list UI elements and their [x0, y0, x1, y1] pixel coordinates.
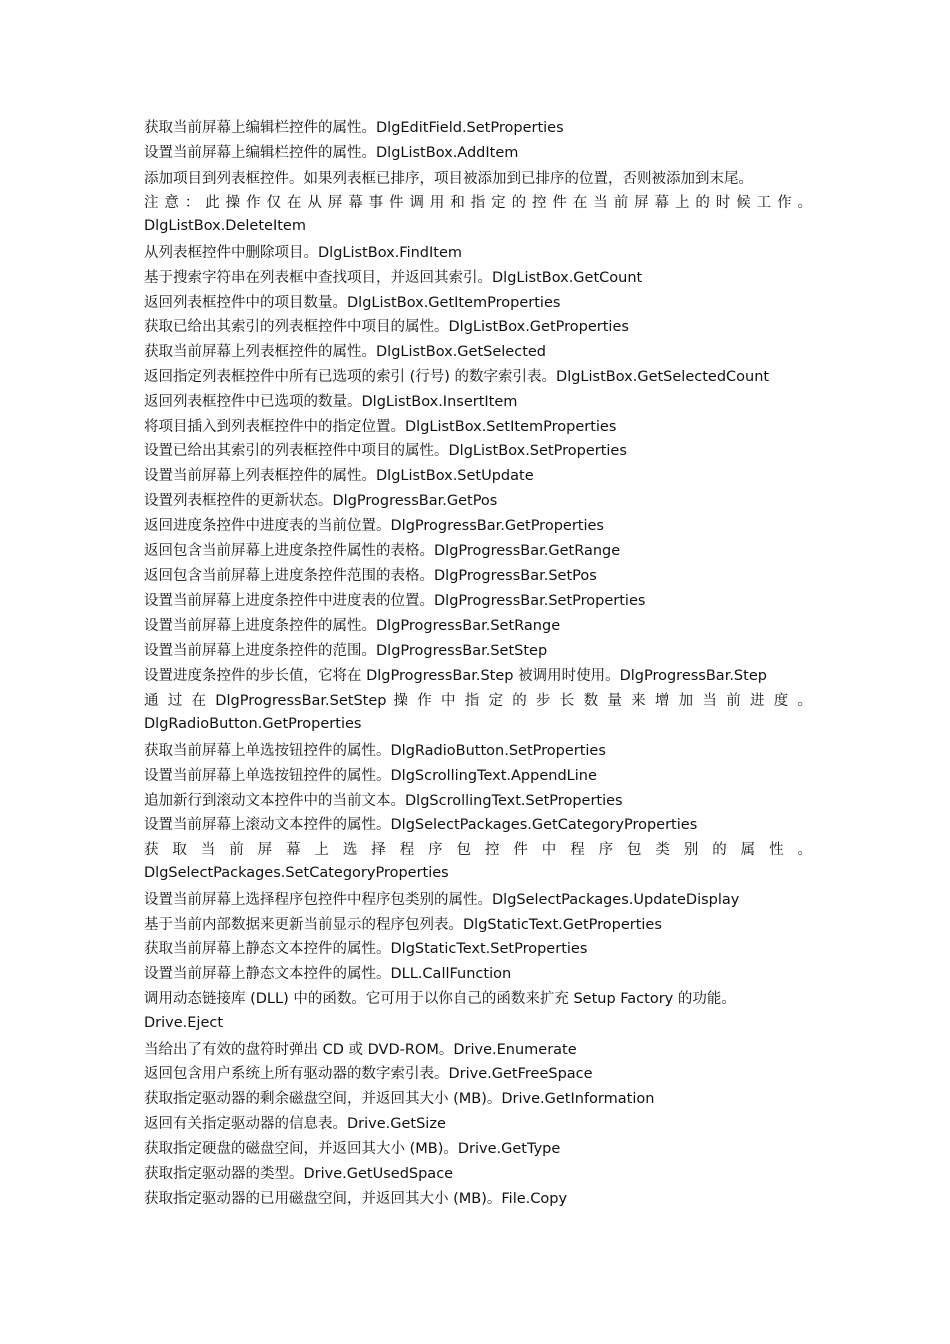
text-line: 基于搜索字符串在列表框中查找项目，并返回其索引。DlgListBox.GetCount — [144, 270, 643, 286]
text-line: 返回进度条控件中进度表的当前位置。DlgProgressBar.GetProperties — [144, 518, 604, 534]
text-line: Drive.Eject — [144, 1015, 224, 1031]
text-line: 设置当前屏幕上编辑栏控件的属性。DlgListBox.AddItem — [144, 145, 519, 161]
text-line: 获取已给出其索引的列表框控件中项目的属性。DlgListBox.GetProperties — [144, 319, 629, 335]
text-line: 返回包含当前屏幕上进度条控件属性的表格。DlgProgressBar.GetRange — [144, 543, 621, 559]
text-line: 获取指定驱动器的剩余磁盘空间，并返回其大小 (MB)。Drive.GetInformation — [144, 1091, 655, 1107]
text-line: 当给出了有效的盘符时弹出 CD 或 DVD-ROM。Drive.Enumerate — [144, 1042, 577, 1058]
text-line: 获取当前屏幕上静态文本控件的属性。DlgStaticText.SetProperties — [144, 941, 588, 957]
text-line: 返回指定列表框控件中所有已选项的索引 (行号) 的数字索引表。DlgListBox.GetSelectedCount — [144, 369, 770, 385]
text-line: DlgSelectPackages.SetCategoryProperties — [144, 865, 449, 881]
text-line: 设置列表框控件的更新状态。DlgProgressBar.GetPos — [144, 493, 498, 509]
text-line: DlgRadioButton.GetProperties — [144, 716, 362, 732]
text-line: 设置当前屏幕上进度条控件的属性。DlgProgressBar.SetRange — [144, 618, 561, 634]
text-line: 获取当前屏幕上单选按钮控件的属性。DlgRadioButton.SetProperties — [144, 743, 606, 759]
text-line: 从列表框控件中删除项目。DlgListBox.FindItem — [144, 245, 463, 261]
text-line: 设置已给出其索引的列表框控件中项目的属性。DlgListBox.SetProperties — [144, 443, 627, 459]
text-line: 返回包含用户系统上所有驱动器的数字索引表。Drive.GetFreeSpace — [144, 1066, 593, 1082]
text-line: 基于当前内部数据来更新当前显示的程序包列表。DlgStaticText.GetProperties — [144, 917, 662, 933]
text-line: 设置当前屏幕上单选按钮控件的属性。DlgScrollingText.AppendLine — [144, 768, 597, 784]
text-line: 注 意 ： 此 操 作 仅 在 从 屏 幕 事 件 调 用 和 指 定 的 控 件 在 当 前 屏 幕 上 的 时 候 工 作 。 — [144, 195, 812, 211]
text-line: DlgListBox.DeleteItem — [144, 218, 306, 234]
text-line: 设置当前屏幕上列表框控件的属性。DlgListBox.SetUpdate — [144, 468, 534, 484]
text-line: 设置当前屏幕上进度条控件的范围。DlgProgressBar.SetStep — [144, 643, 548, 659]
text-line: 设置当前屏幕上滚动文本控件的属性。DlgSelectPackages.GetCategoryProperties — [144, 817, 698, 833]
text-line: 获取指定硬盘的磁盘空间，并返回其大小 (MB)。Drive.GetType — [144, 1141, 561, 1157]
text-line: 通 过 在 DlgProgressBar.SetStep 操 作 中 指 定 的 步 长 数 量 来 增 加 当 前 进 度 。 — [144, 693, 812, 709]
text-line: 设置当前屏幕上静态文本控件的属性。DLL.CallFunction — [144, 966, 512, 982]
text-line: 返回有关指定驱动器的信息表。Drive.GetSize — [144, 1116, 446, 1132]
text-line: 获取当前屏幕上编辑栏控件的属性。DlgEditField.SetProperties — [144, 120, 564, 136]
text-line: 返回包含当前屏幕上进度条控件范围的表格。DlgProgressBar.SetPos — [144, 568, 597, 584]
text-line: 获取当前屏幕上列表框控件的属性。DlgListBox.GetSelected — [144, 344, 547, 360]
text-line: 获取指定驱动器的类型。Drive.GetUsedSpace — [144, 1166, 454, 1182]
text-line: 设置当前屏幕上选择程序包控件中程序包类别的属性。DlgSelectPackages.UpdateDisplay — [144, 892, 740, 908]
text-line: 返回列表框控件中的项目数量。DlgListBox.GetItemProperties — [144, 295, 561, 311]
text-line: 添加项目到列表框控件。如果列表框已排序，项目被添加到已排序的位置，否则被添加到末尾。 — [144, 171, 753, 187]
text-line: 追加新行到滚动文本控件中的当前文本。DlgScrollingText.SetProperties — [144, 793, 623, 809]
text-line: 设置当前屏幕上进度条控件中进度表的位置。DlgProgressBar.SetProperties — [144, 593, 646, 609]
text-line: 将项目插入到列表框控件中的指定位置。DlgListBox.SetItemProperties — [144, 419, 617, 435]
text-line: 设置进度条控件的步长值，它将在 DlgProgressBar.Step 被调用时使用。DlgProgressBar.Step — [144, 668, 767, 684]
text-line: 返回列表框控件中已选项的数量。DlgListBox.InsertItem — [144, 394, 518, 410]
text-line: 调用动态链接库 (DLL) 中的函数。它可用于以你自己的函数来扩充 Setup Factory 的功能。 — [144, 991, 736, 1007]
text-line: 获取指定驱动器的已用磁盘空间，并返回其大小 (MB)。File.Copy — [144, 1191, 568, 1207]
text-line: 获 取 当 前 屏 幕 上 选 择 程 序 包 控 件 中 程 序 包 类 别 的 属 性 。 — [144, 842, 812, 858]
